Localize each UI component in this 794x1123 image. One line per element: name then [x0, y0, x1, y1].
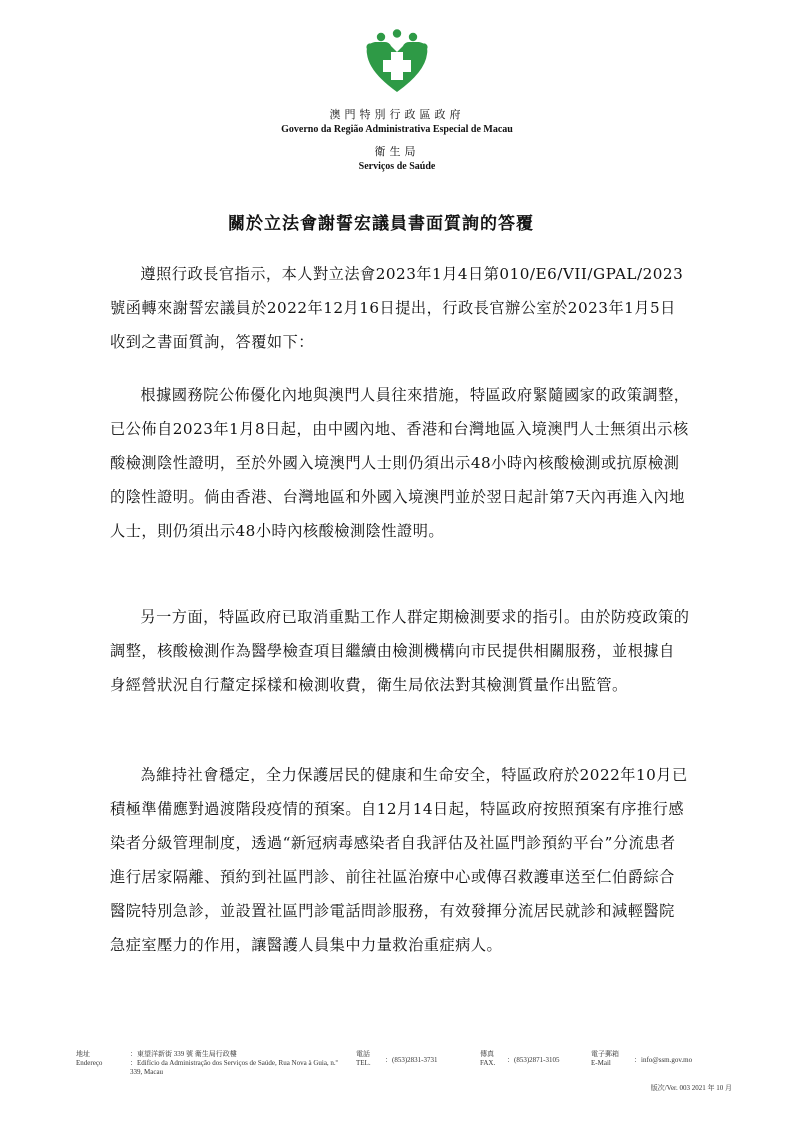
dept-name-pt: Serviços de Saúde [358, 161, 436, 172]
fax-number: ：(853)2871-3105 [507, 1056, 560, 1064]
paragraph-3: 另一方面，特區政府已取消重點工作人群定期檢測要求的指引。由於防疫政策的調整，核酸檢測作為醫學檢查項目繼續由檢測機構向市民提供相關服務，並根據自身經營狀況自行釐定採樣和檢測收費，衛生局依法對其檢測質量作出監管。 [110, 608, 690, 694]
address-pt: ：Edifício da Administração dos Serviços de Saúde, Rua Nova à Guia, n.º 339, Macau [130, 1059, 338, 1076]
fax-label-zh: 傳真 [480, 1050, 494, 1058]
document-title: 關於立法會謝誓宏議員書面質詢的答覆 [228, 214, 534, 234]
dept-name-zh: 衛生局 [374, 145, 420, 158]
tel-label-zh: 電話 [356, 1050, 370, 1058]
address-zh: ：東望洋新街 339 號 衛生局行政樓 [130, 1050, 237, 1058]
paragraph-1: 遵照行政長官指示，本人對立法會2023年1月4日第010/E6/VII/GPAL/2023號函轉來謝誓宏議員於2022年12月16日提出，行政長官辦公室於2023年1月5日收到之書面質詢，答覆如下： [110, 265, 684, 351]
address-label-pt: Endereço [76, 1059, 103, 1067]
tel-label-pt: TEL. [356, 1059, 371, 1067]
address-label-zh: 地址 [76, 1050, 90, 1058]
email-label-pt: E-Mail [591, 1059, 611, 1067]
org-name-zh: 澳門特別行政區政府 [329, 108, 465, 121]
org-name-pt: Governo da Região Administrativa Especial de Macau [281, 124, 513, 135]
health-bureau-logo-icon [361, 28, 433, 94]
tel-number: ：(853)2831-3731 [385, 1056, 438, 1064]
fax-label-pt: FAX. [480, 1059, 496, 1067]
version-label: 版次/Ver. 003 2021 年 10 月 [650, 1084, 732, 1092]
email-address: ：info@ssm.gov.mo [634, 1056, 693, 1064]
email-label-zh: 電子郵箱 [591, 1050, 619, 1058]
paragraph-2: 根據國務院公佈優化內地與澳門人員往來措施，特區政府緊隨國家的政策調整，已公佈自2023年1月8日起，由中國內地、香港和台灣地區入境澳門人士無須出示核酸檢測陰性證明，至於外國入境澳門人士則仍須出示48小時內核酸檢測或抗原檢測的陰性證明。倘由香港、台灣地區和外國入境澳門並於翌日起計第7天內再進入內地人士，則仍須出示48小時內核酸檢測陰性證明。 [110, 386, 690, 540]
paragraph-4: 為維持社會穩定，全力保護居民的健康和生命安全，特區政府於2022年10月已積極準備應對過渡階段疫情的預案。自12月14日起，特區政府按照預案有序推行感染者分級管理制度，透過“新冠病毒感染者自我評估及社區門診預約平台”分流患者進行居家隔離、預約到社區門診、前往社區治療中心或傳召救護車送至仁伯爵綜合醫院特別急診，並設置社區門診電話問診服務，有效發揮分流居民就診和減輕醫院急症室壓力的作用，讓醫護人員集中力量救治重症病人。 [110, 766, 688, 954]
